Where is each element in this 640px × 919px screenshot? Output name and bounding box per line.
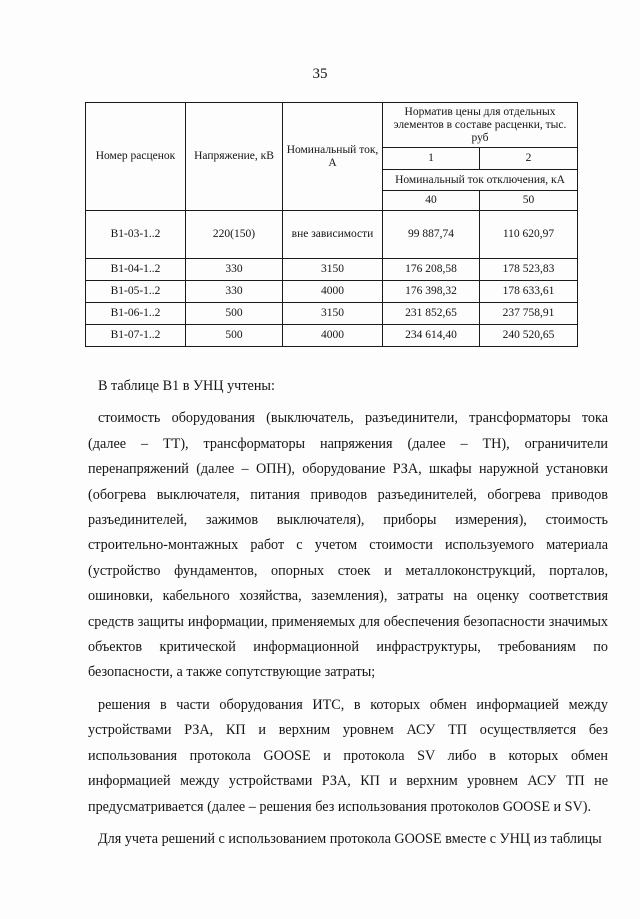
row-price-1: 99 887,74 [383,211,480,259]
row-voltage: 500 [186,325,283,347]
row-current: 3150 [283,303,383,325]
row-number: В1-06-1..2 [86,303,186,325]
table-row [86,259,578,281]
row-price-1: 176 208,58 [383,259,480,281]
row-current: 4000 [283,281,383,303]
row-number: В1-03-1..2 [86,211,186,259]
table-header-row [86,103,578,148]
row-number: В1-05-1..2 [86,281,186,303]
page-number: 35 [312,66,328,82]
row-voltage: 500 [186,303,283,325]
row-voltage: 220(150) [186,211,283,259]
row-price-2: 240 520,65 [480,325,578,347]
header-subcol-1: 1 [383,148,480,170]
row-price-2: 110 620,97 [480,211,578,259]
table-row [86,281,578,303]
paragraph-intro: В таблице В1 в УНЦ учтены: [98,378,275,394]
row-number: В1-04-1..2 [86,259,186,281]
row-price-2: 178 633,61 [480,281,578,303]
row-current: 4000 [283,325,383,347]
row-price-1: 231 852,65 [383,303,480,325]
header-current: Номинальный ток, А [283,103,383,211]
row-price-1: 234 614,40 [383,325,480,347]
row-voltage: 330 [186,281,283,303]
header-number: Номер расценок [86,103,186,211]
row-price-1: 176 398,32 [383,281,480,303]
row-voltage: 330 [186,259,283,281]
row-price-2: 237 758,91 [480,303,578,325]
header-breaking-current: Номинальный ток отключения, кА [383,170,578,191]
paragraph-cost: стоимость оборудования (выключатель, разъединители, трансформаторы тока (далее – ТТ), трансформаторы напряжения (далее – ТН), ограничители перенапряжений (далее – ОПН), оборудование РЗА, шкафы наружной установки (обогрева выключателя, питания приводов разъединителей, обогрева приводов разъединителей, зажимов выключателя), приборы измерения), стоимость строительно-монтажных работ с учетом стоимости используемого материала (устройство фундаментов, опорных стоек и металлоконструкций, порталов, ошиновки, кабельного хозяйства, заземления), затраты на оценку соответствия средств защиты информации, применяемых для обеспечения безопасности значимых объектов критической информационной инфраструктуры, требованиям по безопасности, а также сопутствующие затраты; [88,410,608,681]
row-number: В1-07-1..2 [86,325,186,347]
header-breaking-1: 40 [383,191,480,211]
row-price-2: 178 523,83 [480,259,578,281]
header-subcol-2: 2 [480,148,578,170]
paragraph-solutions: решения в части оборудования ИТС, в которых обмен информацией между устройствами РЗА, КП и верхним уровнем АСУ ТП осуществляется без использования протокола GOOSE и протокола SV либо в которых обмен информацией между устройствами РЗА, КП и верхним уровнем АСУ ТП не предусматривается (далее – решения без использования протоколов GOOSE и SV). [88,696,608,815]
body-text [88,374,608,852]
price-norm-table [85,102,578,347]
row-current: 3150 [283,259,383,281]
table-row [86,211,578,259]
table-row [86,325,578,347]
table-row [86,303,578,325]
paragraph-goose: Для учета решений с использованием протокола GOOSE вместе с УНЦ из таблицы [98,830,602,847]
row-current: вне зависимости [283,211,383,259]
header-voltage: Напряжение, кВ [186,103,283,211]
header-norm: Норматив цены для отдельных элементов в составе расценки, тыс. руб [383,103,578,148]
header-breaking-2: 50 [480,191,578,211]
